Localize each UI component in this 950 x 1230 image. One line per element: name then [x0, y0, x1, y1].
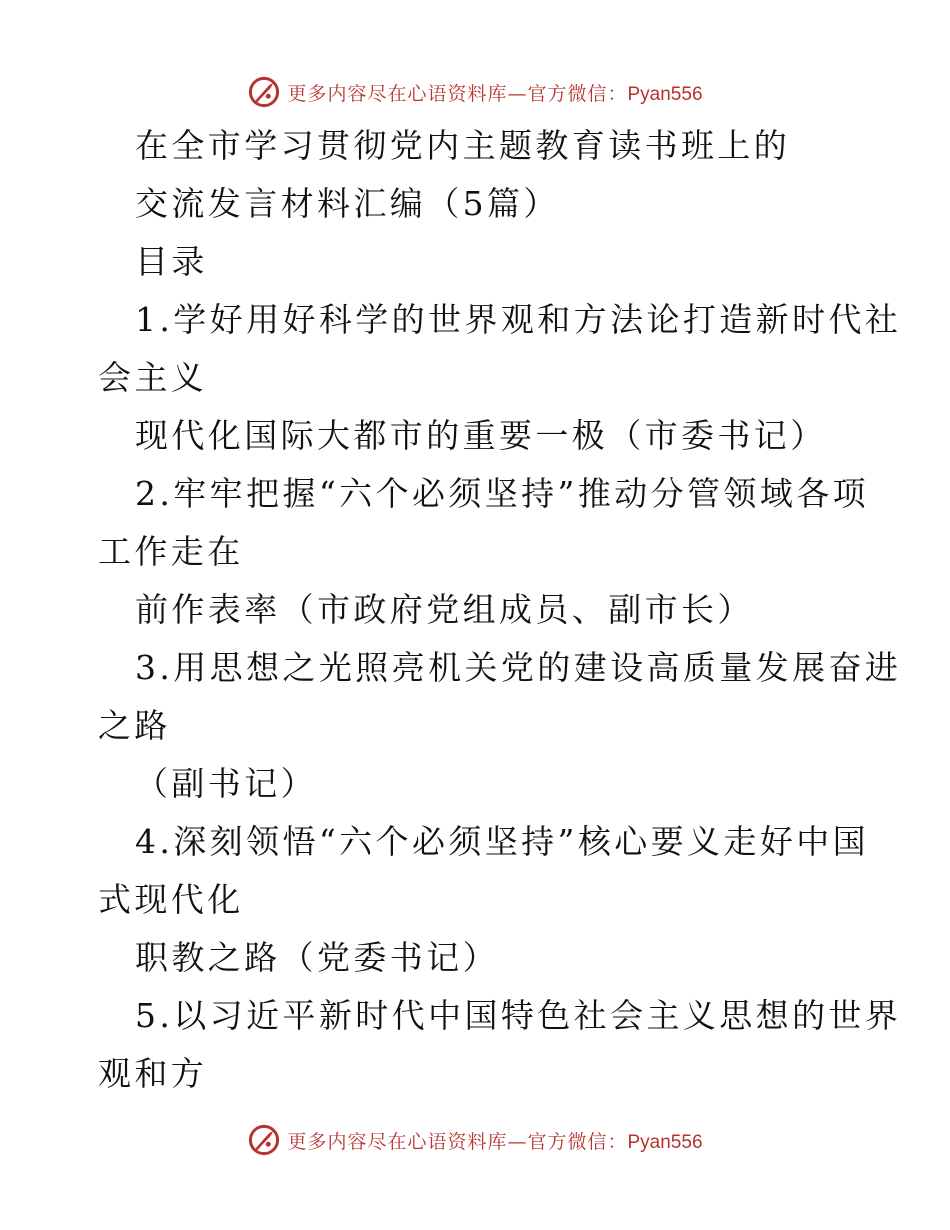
toc-line: 现代化国际大都市的重要一极（市委书记） — [135, 416, 827, 455]
toc-line: 2.牢牢把握“六个必须坚持”推动分管领域各项 — [135, 474, 870, 513]
document-body — [98, 117, 902, 1103]
toc-heading: 目录 — [135, 242, 208, 281]
toc-line: 4.深刻领悟“六个必须坚持”核心要义走好中国 — [135, 822, 870, 861]
toc-line: 工作走在 — [98, 532, 244, 571]
red-quill-circle-logo-icon — [247, 75, 281, 109]
toc-line: 式现代化 — [98, 880, 244, 919]
footer-watermark — [0, 1120, 950, 1160]
toc-line: 5.以习近平新时代中国特色社会主义思想的世界 — [135, 996, 902, 1035]
watermark-text: 更多内容尽在心语资料库—官方微信：Pyan556 — [287, 1130, 703, 1153]
toc-line: 职教之路（党委书记） — [135, 938, 499, 977]
toc-line: 之路 — [98, 706, 171, 745]
toc-line: （副书记） — [135, 764, 317, 803]
wechat-id: Pyan556 — [627, 1131, 703, 1153]
document-title-line-2: 交流发言材料汇编（5篇） — [135, 184, 560, 223]
header-watermark — [0, 72, 950, 112]
wechat-id: Pyan556 — [627, 83, 703, 105]
toc-line: 3.用思想之光照亮机关党的建设高质量发展奋进 — [135, 648, 902, 687]
toc-line: 观和方 — [98, 1054, 208, 1093]
red-quill-circle-logo-icon — [247, 1123, 281, 1157]
toc-line: 前作表率（市政府党组成员、副市长） — [135, 590, 754, 629]
document-title-line-1: 在全市学习贯彻党内主题教育读书班上的 — [135, 126, 791, 165]
toc-line: 会主义 — [98, 358, 208, 397]
toc-line: 1.学好用好科学的世界观和方法论打造新时代社 — [135, 300, 902, 339]
watermark-text: 更多内容尽在心语资料库—官方微信：Pyan556 — [287, 82, 703, 105]
